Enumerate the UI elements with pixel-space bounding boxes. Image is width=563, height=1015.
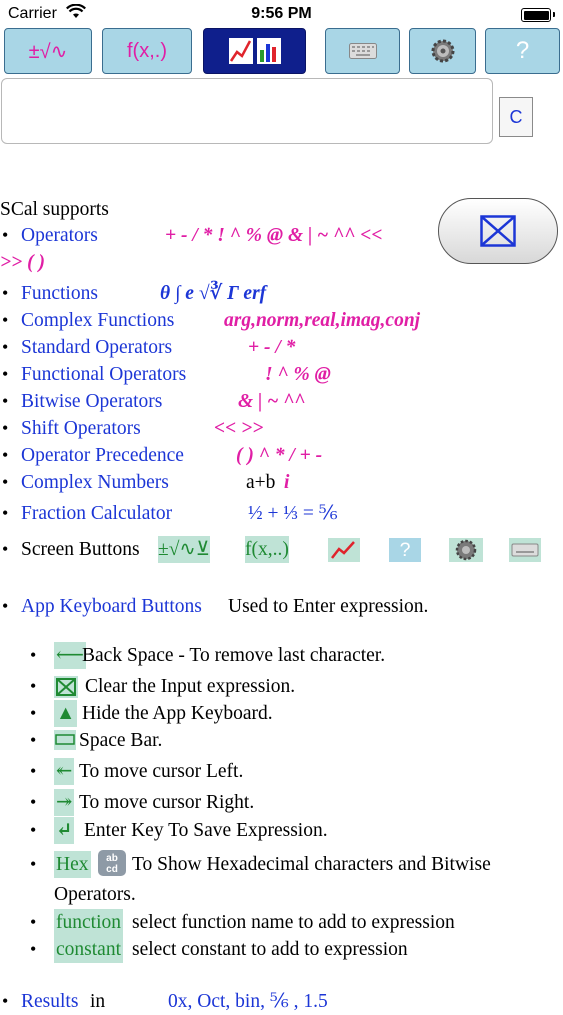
math-symbols-label: ±√∿ [28,40,68,63]
app-keyboard-text: Used to Enter expression. [228,596,429,617]
precedence-link[interactable]: Operator Precedence [21,445,184,466]
clear-all-button[interactable] [438,198,558,264]
complex-numbers-link[interactable]: Complex Numbers [21,472,169,493]
fraction-link[interactable]: Fraction Calculator [21,503,173,524]
screen-btn-help: ? [389,538,421,562]
keyboard-icon [509,538,541,562]
screen-btn-graph [328,538,360,562]
kb-hex-text-2: Operators. [54,884,136,905]
kb-constant-text: select constant to add to expression [132,939,408,960]
screen-btn-keyboard [509,538,541,562]
results-value: 0x, Oct, bin, ⅚ , 1.5 [168,991,328,1012]
svg-text:cd: cd [106,864,118,875]
kb-left-text: To move cursor Left. [79,761,244,782]
keyboard-icon [349,43,377,59]
standard-operators-link[interactable]: Standard Operators [21,337,173,358]
operators-link[interactable]: Operators [21,225,98,246]
back-arrow-icon: ⟵ [54,642,86,669]
enter-key-icon: ↵ [54,817,74,844]
clear-button[interactable] [499,97,533,137]
standard-operators-value: + - / * [248,337,296,358]
keyboard-button[interactable] [325,28,400,74]
cursor-right-icon: ↠ [54,789,74,816]
function-label: function [54,909,123,936]
kb-function-text: select function name to add to expression [132,912,455,933]
complex-functions-link[interactable]: Complex Functions [21,310,175,331]
clear-box-icon [54,676,78,698]
hide-triangle-icon: ▲ [54,700,77,727]
graph-button[interactable] [203,28,306,74]
chart-icon [228,36,282,66]
functions-button[interactable] [102,28,192,74]
kb-hex-text: To Show Hexadecimal characters and Bitwise [132,854,491,875]
kb-right-text: To move cursor Right. [79,792,255,813]
screen-buttons-label: Screen Buttons [21,539,140,560]
kb-enter-text: Enter Key To Save Expression. [84,820,328,841]
constant-label: constant [54,936,123,963]
kb-space-text: Space Bar. [79,730,163,751]
cursor-left-icon: ↞ [54,758,74,785]
complex-numbers-i: i [284,472,290,493]
app-keyboard-link[interactable]: App Keyboard Buttons [21,596,202,617]
clear-button-label: C [509,106,523,127]
screen-btn-functions: f(x,..) [245,536,289,563]
functional-operators-link[interactable]: Functional Operators [21,364,187,385]
clock: 9:56 PM [251,5,312,22]
gear-icon [449,538,483,562]
expression-input[interactable] [1,78,493,144]
functional-operators-value: ! ^ % @ [265,364,331,385]
kb-hide-text: Hide the App Keyboard. [82,703,273,724]
fraction-value: ½ + ⅓ = ⅚ [248,503,338,524]
screen-btn-math: ±√∿⊻ [158,536,210,563]
kb-clear-text: Clear the Input expression. [85,676,296,697]
chart-line-icon [328,538,360,562]
hex-label: Hex [54,851,91,878]
bitwise-operators-value: & | ~ ^^ [238,391,306,412]
clear-box-icon [480,215,516,247]
svg-text:ab: ab [106,853,118,864]
functions-label: f(x,.) [127,39,167,62]
results-link[interactable]: Results [21,991,79,1012]
status-bar [0,0,563,28]
functions-link[interactable]: Functions [21,283,98,304]
bitwise-operators-link[interactable]: Bitwise Operators [21,391,163,412]
space-bar-icon [54,730,76,750]
help-button[interactable] [485,28,560,74]
operators-value: + - / * ! ^ % @ & | ~ ^^ << [165,225,383,246]
precedence-value: ( ) ^ * / + - [236,445,323,466]
complex-functions-value: arg,norm,real,imag,conj [224,310,421,331]
shift-operators-value: << >> [214,418,264,439]
operators-value-2: >> ( ) [0,252,45,273]
math-symbols-button[interactable] [4,28,92,74]
settings-button[interactable] [409,28,476,74]
help-label: ? [515,37,530,64]
gear-icon [430,38,456,64]
help-heading: SCal supports [0,199,109,220]
carrier-label: Carrier [8,5,57,22]
battery-icon [521,8,551,22]
kb-backspace-text: Back Space - To remove last character. [82,645,386,666]
abcd-keyboard-icon [97,849,127,877]
complex-numbers-value: a+b [246,472,276,493]
shift-operators-link[interactable]: Shift Operators [21,418,141,439]
screen-btn-settings [449,538,483,562]
functions-value: θ ∫ e √∛ Γ erf [160,283,267,304]
results-text: in [90,991,106,1012]
